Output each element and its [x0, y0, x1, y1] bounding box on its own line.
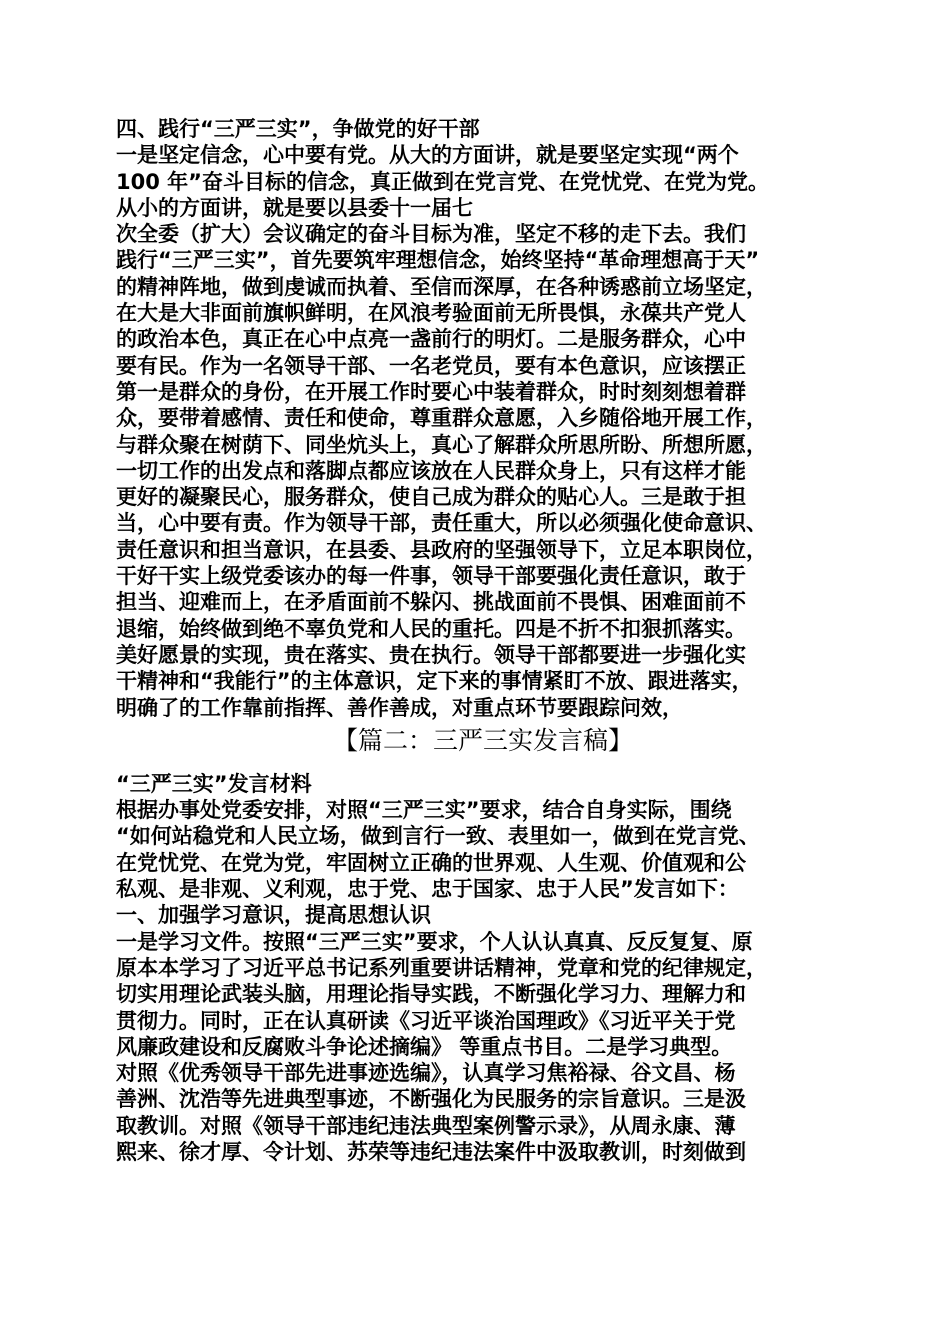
text-line: 次全委（扩大）会议确定的奋斗目标为准，坚定不移的走下去。我们: [116, 222, 746, 247]
text-line: 从小的方面讲，就是要以县委十一届七: [116, 195, 473, 220]
text-line: 退缩，始终做到绝不辜负党和人民的重托。四是不折不扣狠抓落实。: [116, 616, 746, 641]
text-line: 更好的凝聚民心，服务群众，使自己成为群众的贴心人。三是敢于担: [116, 485, 746, 510]
text-line: 一、加强学习意识，提高思想认识: [116, 903, 431, 928]
text-line: “如何站稳党和人民立场，做到言行一致、表里如一，做到在党言党、: [116, 824, 760, 849]
text-line: 100 年”奋斗目标的信念，真正做到在党言党、在党忧党、在党为党。: [116, 169, 769, 194]
text-line: 熙来、徐才厚、令计划、苏荣等违纪违法案件中汲取教训，时刻做到: [116, 1139, 746, 1164]
text-line: 众，要带着感情、责任和使命，尊重群众意愿，入乡随俗地开展工作，: [116, 406, 767, 431]
text-line: 担当、迎难而上，在矛盾面前不躲闪、挑战面前不畏惧、困难面前不: [116, 590, 746, 615]
text-line: 的政治本色，真正在心中点亮一盏前行的明灯。二是服务群众，心中: [116, 327, 746, 352]
text-line: 干好干实上级党委该办的每一件事，领导干部要强化责任意识，敢于: [116, 564, 746, 589]
text-line: 在党忧党、在党为党，牢固树立正确的世界观、人生观、价值观和公: [116, 850, 746, 875]
text-line: 第一是群众的身份，在开展工作时要心中装着群众，时时刻刻想着群: [116, 379, 746, 404]
text-line: 根据办事处党委安排，对照“三严三实”要求，结合自身实际，围绕: [116, 798, 732, 823]
section-one: [116, 116, 850, 721]
text-line: 一是学习文件。按照“三严三实”要求，个人认认真真、反反复复、原: [116, 929, 753, 954]
text-line: 原本本学习了习近平总书记系列重要讲话精神，党章和党的纪律规定，: [116, 955, 767, 980]
text-line: 当，心中要有责。作为领导干部，责任重大，所以必须强化使命意识、: [116, 511, 767, 536]
text-line: 贯彻力。同时，正在认真研读《习近平谈治国理政》《习近平关于党: [116, 1008, 736, 1033]
text-line: 切实用理论武装头脑，用理论指导实践，不断强化学习力、理解力和: [116, 982, 746, 1007]
text-line: 践行“三严三实”，首先要筑牢理想信念，始终坚持“革命理想高于天”: [116, 248, 760, 273]
text-line: “三严三实”发言材料: [116, 771, 312, 796]
text-line: 要有民。作为一名领导干部、一名老党员，要有本色意识，应该摆正: [116, 353, 746, 378]
section-two: [116, 771, 850, 1165]
text-line: 取教训。对照《领导干部违纪违法典型案例警示录》，从周永康、薄: [116, 1113, 736, 1138]
text-line: 明确了的工作靠前指挥、善作善成，对重点环节要跟踪问效，: [116, 695, 683, 720]
text-line: 一是坚定信念，心中要有党。从大的方面讲，就是要坚定实现“两个: [116, 143, 739, 168]
text-line: 风廉政建设和反腐败斗争论述摘编》 等重点书目。二是学习典型。: [116, 1034, 733, 1059]
text-line: 责任意识和担当意识，在县委、县政府的坚强领导下，立足本职岗位，: [116, 537, 767, 562]
text-line: 善洲、沈浩等先进典型事迹，不断强化为民服务的宗旨意识。三是汲: [116, 1087, 746, 1112]
text-line: 在大是大非面前旗帜鲜明，在风浪考验面前无所畏惧，永葆共产党人: [116, 301, 746, 326]
text-line: 与群众聚在树荫下、同坐炕头上，真心了解群众所思所盼、所想所愿，: [116, 432, 767, 457]
section-heading: 【篇二：三严三实发言稿】: [332, 725, 633, 755]
text-line: 的精神阵地，做到虔诚而执着、至信而深厚，在各种诱惑前立场坚定，: [116, 274, 767, 299]
text-line: 美好愿景的实现，贵在落实、贵在执行。领导干部都要进一步强化实: [116, 642, 746, 667]
text-line: 对照《优秀领导干部先进事迹选编》，认真学习焦裕禄、谷文昌、杨: [116, 1061, 736, 1086]
text-line: 干精神和“我能行”的主体意识，定下来的事情紧盯不放、跟进落实，: [116, 669, 753, 694]
text-line: 私观、是非观、义利观，忠于党、忠于国家、忠于人民”发言如下：: [116, 877, 739, 902]
text-line: 四、践行“三严三实”，争做党的好干部: [116, 117, 480, 141]
text-line: 一切工作的出发点和落脚点都应该放在人民群众身上，只有这样才能: [116, 458, 746, 483]
